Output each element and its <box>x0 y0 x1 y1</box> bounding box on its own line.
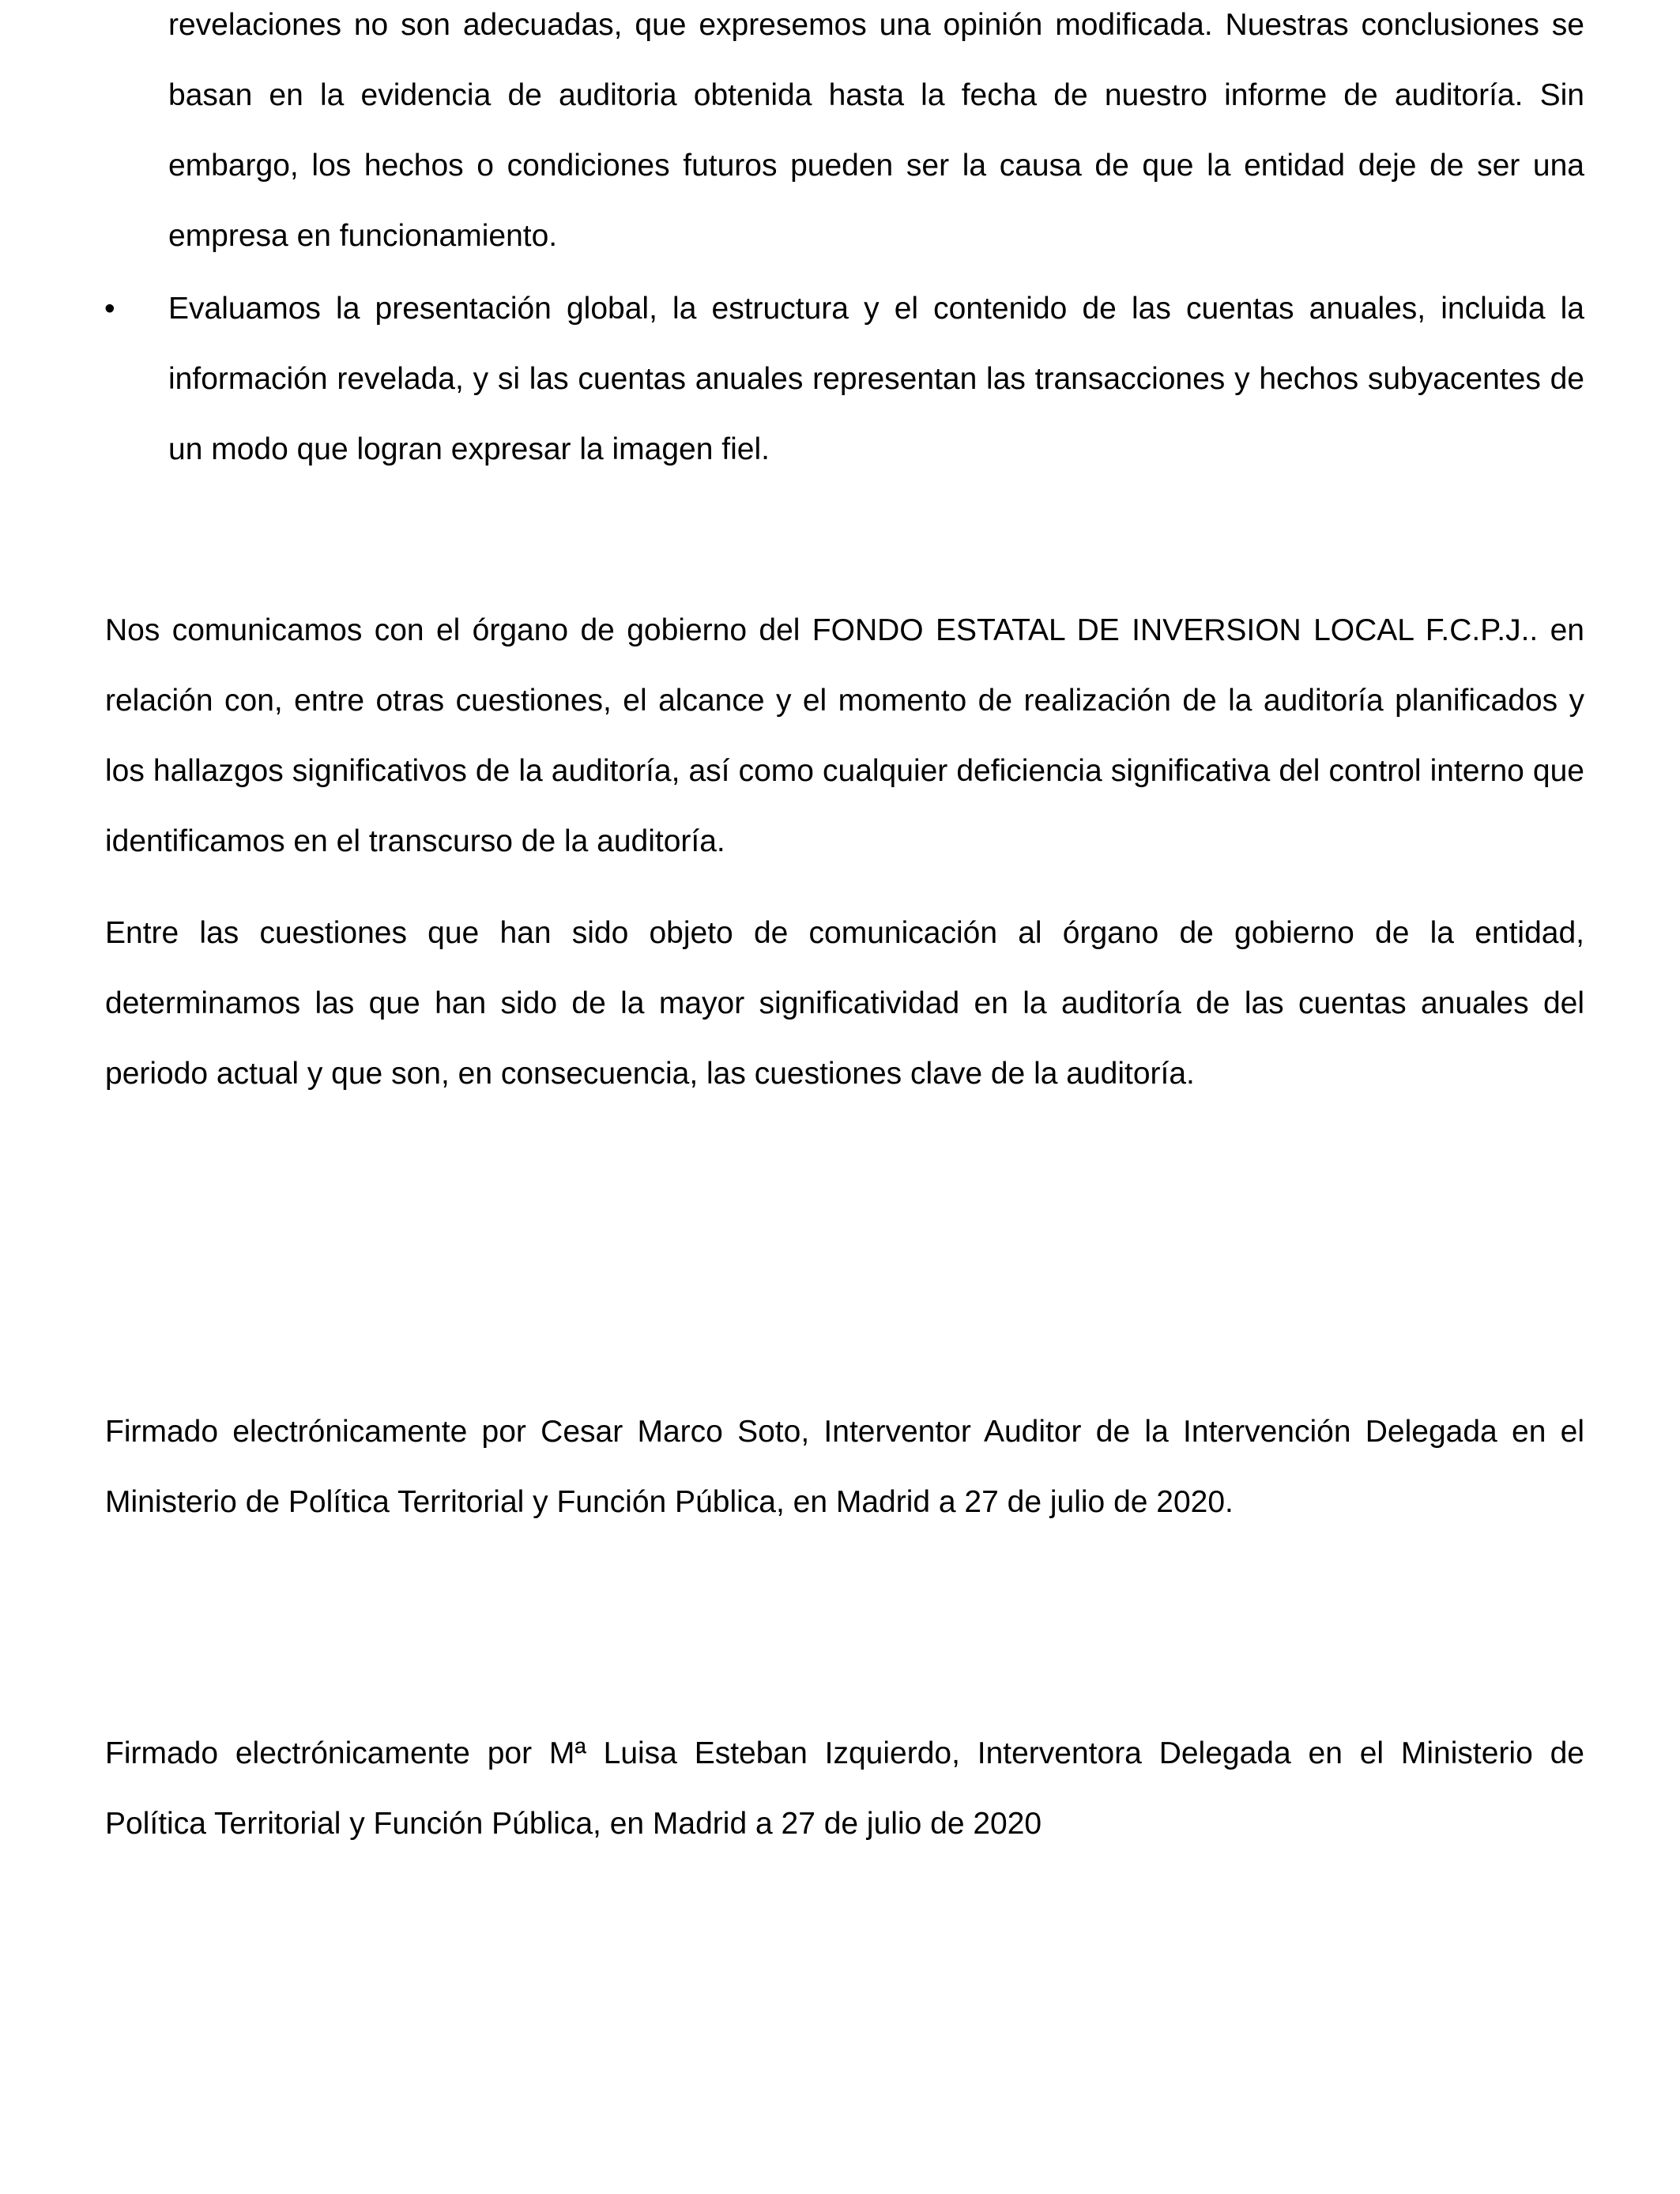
signature-interventora: Firmado electrónicamente por Mª Luisa Esteban Izquierdo, Interventora Delegada en el Ministerio de Política Territorial y Función Pública, en Madrid a 27 de julio de 2020 <box>105 1736 1584 1841</box>
bullet-continuation-text: revelaciones no son adecuadas, que expresemos una opinión modificada. Nuestras conclusiones se basan en la evidencia de auditoria obtenida hasta la fecha de nuestro informe de auditoría. Sin embargo, los hechos o condiciones futuros pueden ser la causa de que la entidad deje de ser una empresa en funcionamiento. <box>168 8 1584 253</box>
paragraph-key-matters: Entre las cuestiones que han sido objeto de comunicación al órgano de gobierno de la entidad, determinamos las que han sido de la mayor significatividad en la auditoría de las cuentas anuales del periodo actual y que son, en consecuencia, las cuestiones clave de la auditoría. <box>105 916 1584 1091</box>
signature-auditor: Firmado electrónicamente por Cesar Marco Soto, Interventor Auditor de la Intervención Delegada en el Ministerio de Política Territorial y Función Pública, en Madrid a 27 de julio de 2020. <box>105 1415 1584 1519</box>
bullet-item-text: Evaluamos la presentación global, la estructura y el contenido de las cuentas anuales, incluida la información revelada, y si las cuentas anuales representan las transacciones y hechos subyacentes de un modo que logran expresar la imagen fiel. <box>168 292 1584 466</box>
paragraph-communication: Nos comunicamos con el órgano de gobierno del FONDO ESTATAL DE INVERSION LOCAL F.C.P.J.. en relación con, entre otras cuestiones, el alcance y el momento de realización de la auditoría planificados y los hallazgos significativos de la auditoría, así como cualquier deficiencia significativa del control interno que identificamos en el transcurso de la auditoría. <box>105 613 1584 858</box>
bullet-marker: • <box>104 292 115 326</box>
